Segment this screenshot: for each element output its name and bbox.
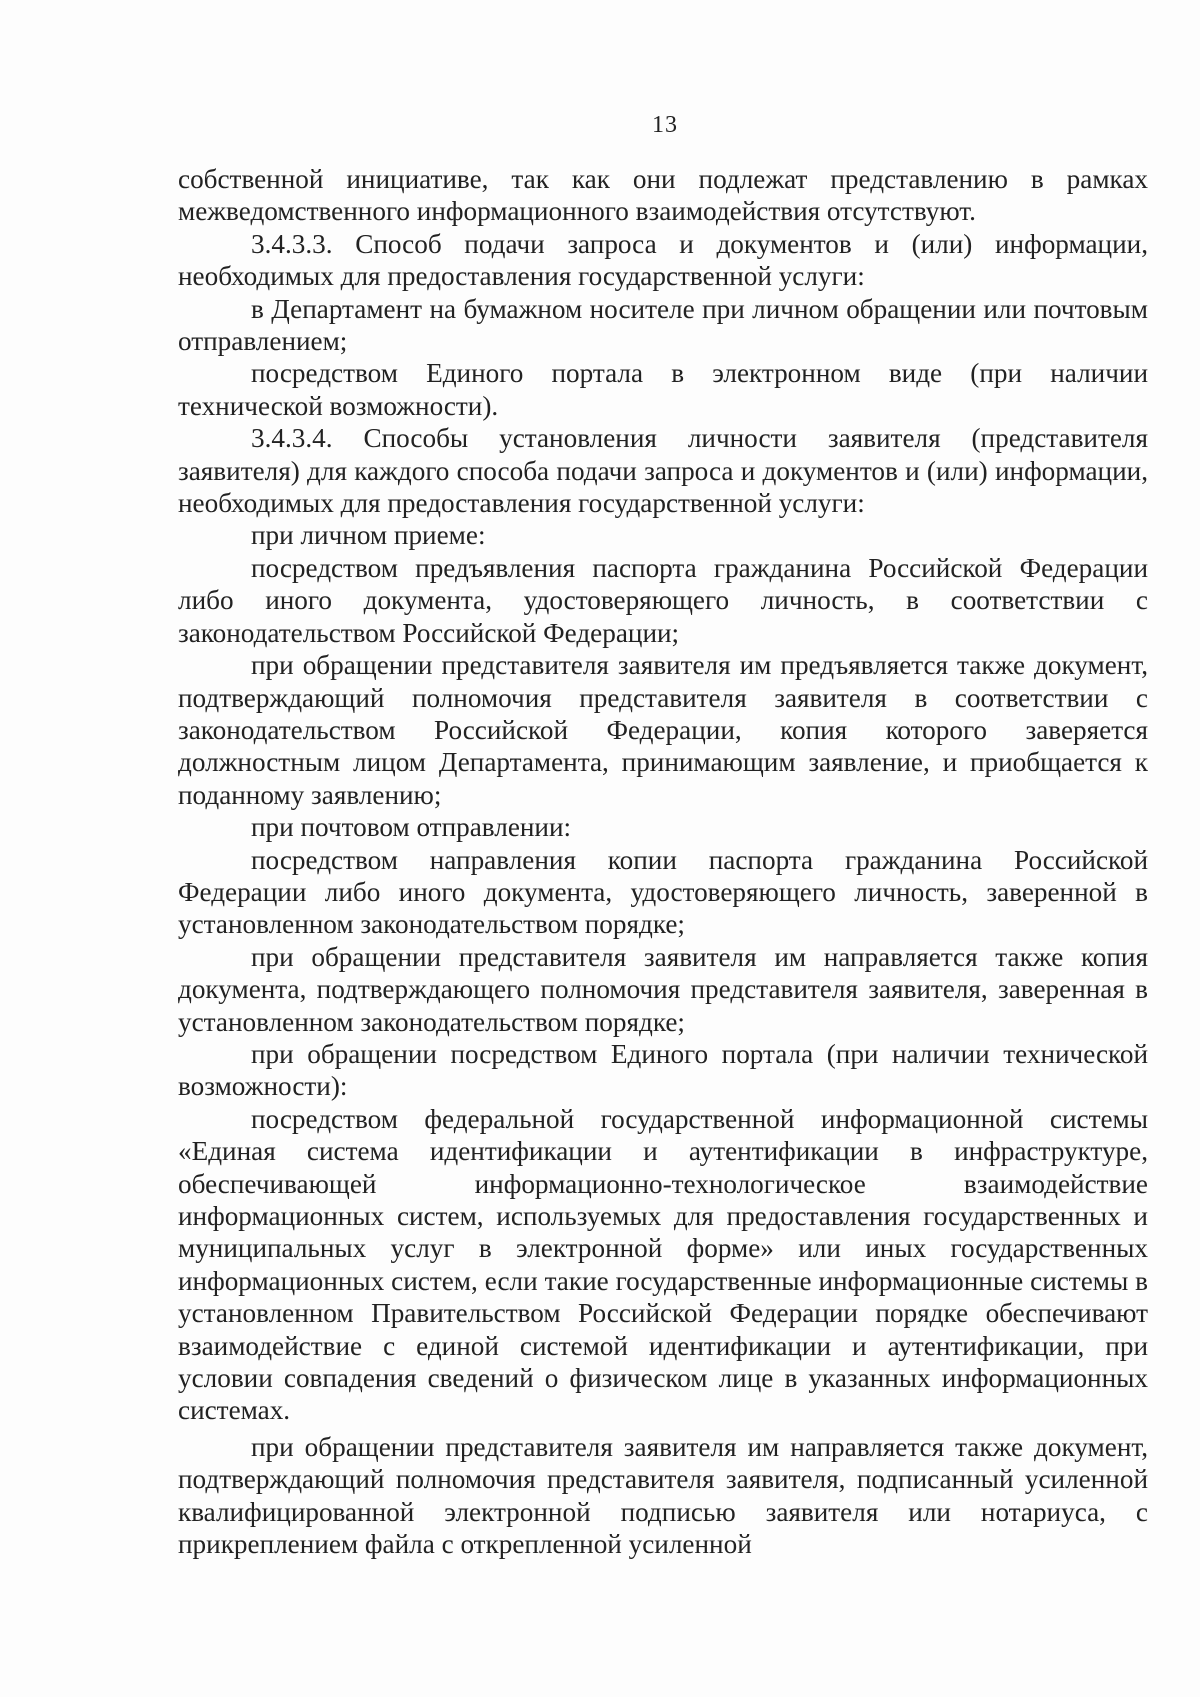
- paragraph: при обращении представителя заявителя им предъявляется также документ, подтверждающий полномочия представителя заявителя в соответствии с законодательством Российской Федерации, копия которого заверяется должностным лицом Департамента, принимающим заявление, и приобщается к поданному заявлению;: [178, 650, 1148, 810]
- paragraph: 3.4.3.4. Способы установления личности заявителя (представителя заявителя) для каждого способа подачи запроса и документов и (или) информации, необходимых для предоставления государственной услуги:: [178, 423, 1148, 519]
- paragraph: при обращении представителя заявителя им направляется также копия документа, подтверждающего полномочия представителя заявителя, заверенная в установленном законодательством порядке;: [178, 941, 1148, 1037]
- paragraph: посредством направления копии паспорта гражданина Российской Федерации либо иного документа, удостоверяющего личность, заверенной в установленном законодательством порядке;: [178, 844, 1148, 940]
- paragraph: при личном приеме:: [251, 520, 486, 551]
- paragraph: в Департамент на бумажном носителе при личном обращении или почтовым отправлением;: [178, 293, 1148, 357]
- paragraph: посредством Единого портала в электронном виде (при наличии технической возможности).: [178, 358, 1148, 421]
- document-body: [178, 163, 1148, 1560]
- paragraph: посредством предъявления паспорта гражданина Российской Федерации либо иного документа, удостоверяющего личность, в соответствии с законодательством Российской Федерации;: [178, 552, 1148, 648]
- paragraph: при обращении посредством Единого портала (при наличии технической возможности):: [178, 1038, 1148, 1102]
- paragraph: при почтовом отправлении:: [251, 812, 572, 843]
- page-number: 13: [652, 112, 678, 138]
- paragraph: при обращении представителя заявителя им направляется также документ, подтверждающий полномочия представителя заявителя, подписанный усиленной квалифицированной электронной подписью заявителя или нотариуса, с прикреплением файла с открепленной усиленной: [178, 1431, 1148, 1560]
- paragraph: 3.4.3.3. Способ подачи запроса и документов и (или) информации, необходимых для предоставления государственной услуги:: [178, 228, 1148, 292]
- paragraph: посредством федеральной государственной информационной системы «Единая система идентификации и аутентификации в инфраструктуре, обеспечивающей информационно-технологическое взаимодействие информационных систем, используемых для предоставления государственных и муниципальных услуг в электронной форме» или иных государственных информационных систем, если такие государственные информационные системы в установленном Правительством Российской Федерации порядке обеспечивают взаимодействие с единой системой идентификации и аутентификации, при условии совпадения сведений о физическом лице в указанных информационных системах.: [178, 1103, 1148, 1426]
- paragraph: собственной инициативе, так как они подлежат представлению в рамках межведомственного информационного взаимодействия отсутствуют.: [178, 164, 1148, 227]
